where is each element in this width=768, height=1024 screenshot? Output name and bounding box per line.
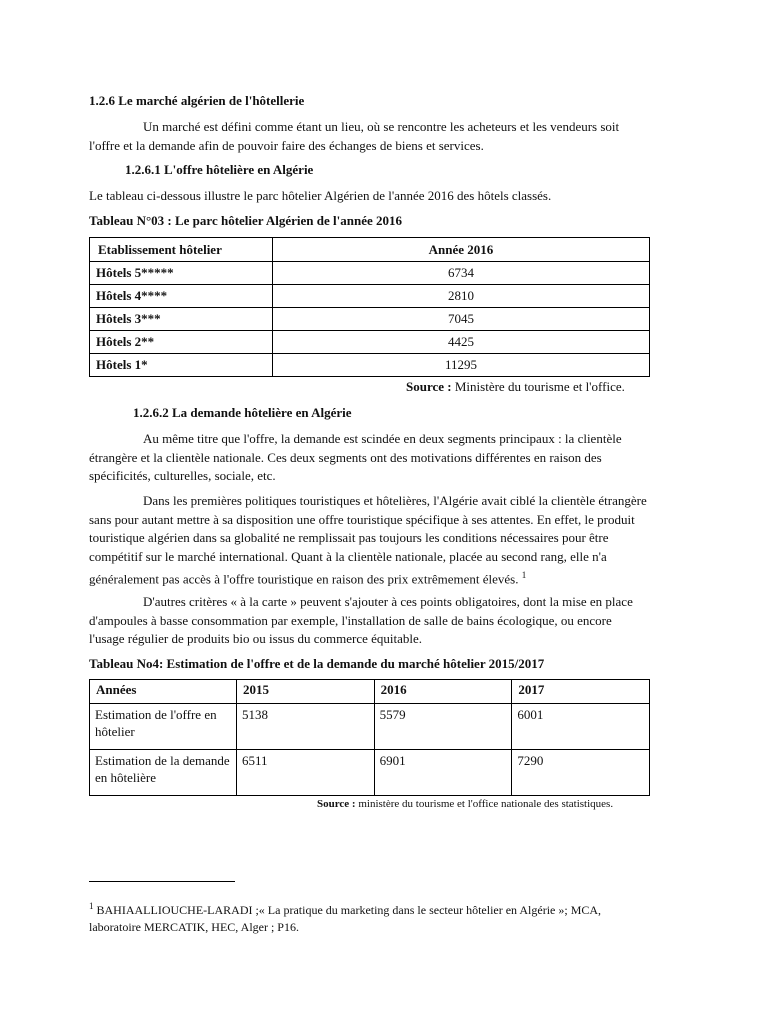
cell-value: 5138 bbox=[237, 704, 375, 750]
paragraph-offre: Le tableau ci-dessous illustre le parc hôtelier Algérien de l'année 2016 des hôtels classés. bbox=[89, 188, 552, 203]
table1-source bbox=[406, 379, 625, 395]
column-header: Etablissement hôtelier bbox=[90, 238, 273, 262]
cell-value: 2810 bbox=[273, 285, 650, 308]
table2-source bbox=[317, 798, 613, 810]
source-text: ministère du tourisme et l'office nationale des statistiques. bbox=[358, 798, 614, 810]
cell-value: 7290 bbox=[512, 750, 650, 796]
column-header: Années bbox=[90, 680, 237, 704]
footnote-text: BAHIAALLIOUCHE-LARADI ;« La pratique du marketing dans le secteur hôtelier en Algérie »; MCA, laboratoire MERCATIK, HEC, Alger ; P16. bbox=[89, 903, 602, 934]
table-row bbox=[90, 331, 650, 354]
table-row bbox=[90, 704, 650, 750]
cell-value: 7045 bbox=[273, 308, 650, 331]
cell-value: 6734 bbox=[273, 262, 650, 285]
paragraph-demande-1: Au même titre que l'offre, la demande est scindée en deux segments principaux : la clientèle étrangère et la clientèle nationale. Ces deux segments ont des motivations différentes en raison des spécificités, culturelles, sociale, etc. bbox=[89, 431, 622, 483]
cell-value: 4425 bbox=[273, 331, 650, 354]
cell-value: 6511 bbox=[237, 750, 375, 796]
paragraph-demande-2 bbox=[89, 492, 649, 589]
table-estimation bbox=[89, 679, 650, 796]
column-header: Année 2016 bbox=[273, 238, 650, 262]
column-header: 2017 bbox=[512, 680, 650, 704]
table-row bbox=[90, 354, 650, 377]
row-label: Hôtels 1* bbox=[90, 354, 273, 377]
table-header-row bbox=[90, 238, 650, 262]
subsection-heading-demande: 1.2.6.2 La demande hôtelière en Algérie bbox=[133, 405, 352, 420]
cell-value: 5579 bbox=[374, 704, 512, 750]
paragraph-text: Dans les premières politiques touristiques et hôtelières, l'Algérie avait ciblé la clientèle étrangère sans pour autant mettre à sa disposition une offre touristique spécifique à ses attentes. En effet, le produit touristique algérien dans sa globalité ne remplissait pas toujours les conditions nécessaires pour être compétitif sur le marché international. Quant à la clientèle nationale, placée au second rang, elle n'a généralement pas accès à l'offre touristique en raison des prix extrêmement élevés. bbox=[89, 493, 647, 587]
cell-value: 11295 bbox=[273, 354, 650, 377]
table2-caption: Tableau No4: Estimation de l'offre et de la demande du marché hôtelier 2015/2017 bbox=[89, 656, 545, 671]
footnote bbox=[89, 898, 649, 936]
row-label: Estimation de l'offre en hôtelier bbox=[90, 704, 237, 750]
cell-value: 6001 bbox=[512, 704, 650, 750]
table-parc-hotelier bbox=[89, 237, 650, 377]
row-label: Hôtels 3*** bbox=[90, 308, 273, 331]
row-label: Hôtels 2** bbox=[90, 331, 273, 354]
table-row bbox=[90, 308, 650, 331]
row-label: Estimation de la demande en hôtelière bbox=[90, 750, 237, 796]
source-label: Source : bbox=[317, 798, 356, 810]
paragraph-intro: Un marché est défini comme étant un lieu, où se rencontre les acheteurs et les vendeurs soit l'offre et la demande afin de pouvoir faire des échanges de biens et services. bbox=[89, 119, 620, 153]
column-header: 2015 bbox=[237, 680, 375, 704]
source-text: Ministère du tourisme et l'office. bbox=[454, 379, 625, 394]
section-heading: 1.2.6 Le marché algérien de l'hôtellerie bbox=[89, 93, 305, 108]
cell-value: 6901 bbox=[374, 750, 512, 796]
table-row bbox=[90, 750, 650, 796]
table-row bbox=[90, 285, 650, 308]
footnote-number: 1 bbox=[89, 901, 94, 911]
table1-caption: Tableau N°03 : Le parc hôtelier Algérien de l'année 2016 bbox=[89, 213, 402, 228]
row-label: Hôtels 4**** bbox=[90, 285, 273, 308]
subsection-heading-offre: 1.2.6.1 L'offre hôtelière en Algérie bbox=[125, 162, 314, 177]
column-header: 2016 bbox=[374, 680, 512, 704]
source-label: Source : bbox=[406, 379, 452, 394]
table-row bbox=[90, 262, 650, 285]
paragraph-demande-3: D'autres critères « à la carte » peuvent s'ajouter à ces points obligatoires, dont la mise en place d'ampoules à basse consommation par exemple, l'installation de salle de bains écologique, ou encore l'usage régulier de produits bio ou issus du commerce équitable. bbox=[89, 594, 633, 646]
footnote-ref: 1 bbox=[521, 570, 527, 580]
row-label: Hôtels 5***** bbox=[90, 262, 273, 285]
table-header-row bbox=[90, 680, 650, 704]
footnote-divider bbox=[89, 881, 235, 882]
